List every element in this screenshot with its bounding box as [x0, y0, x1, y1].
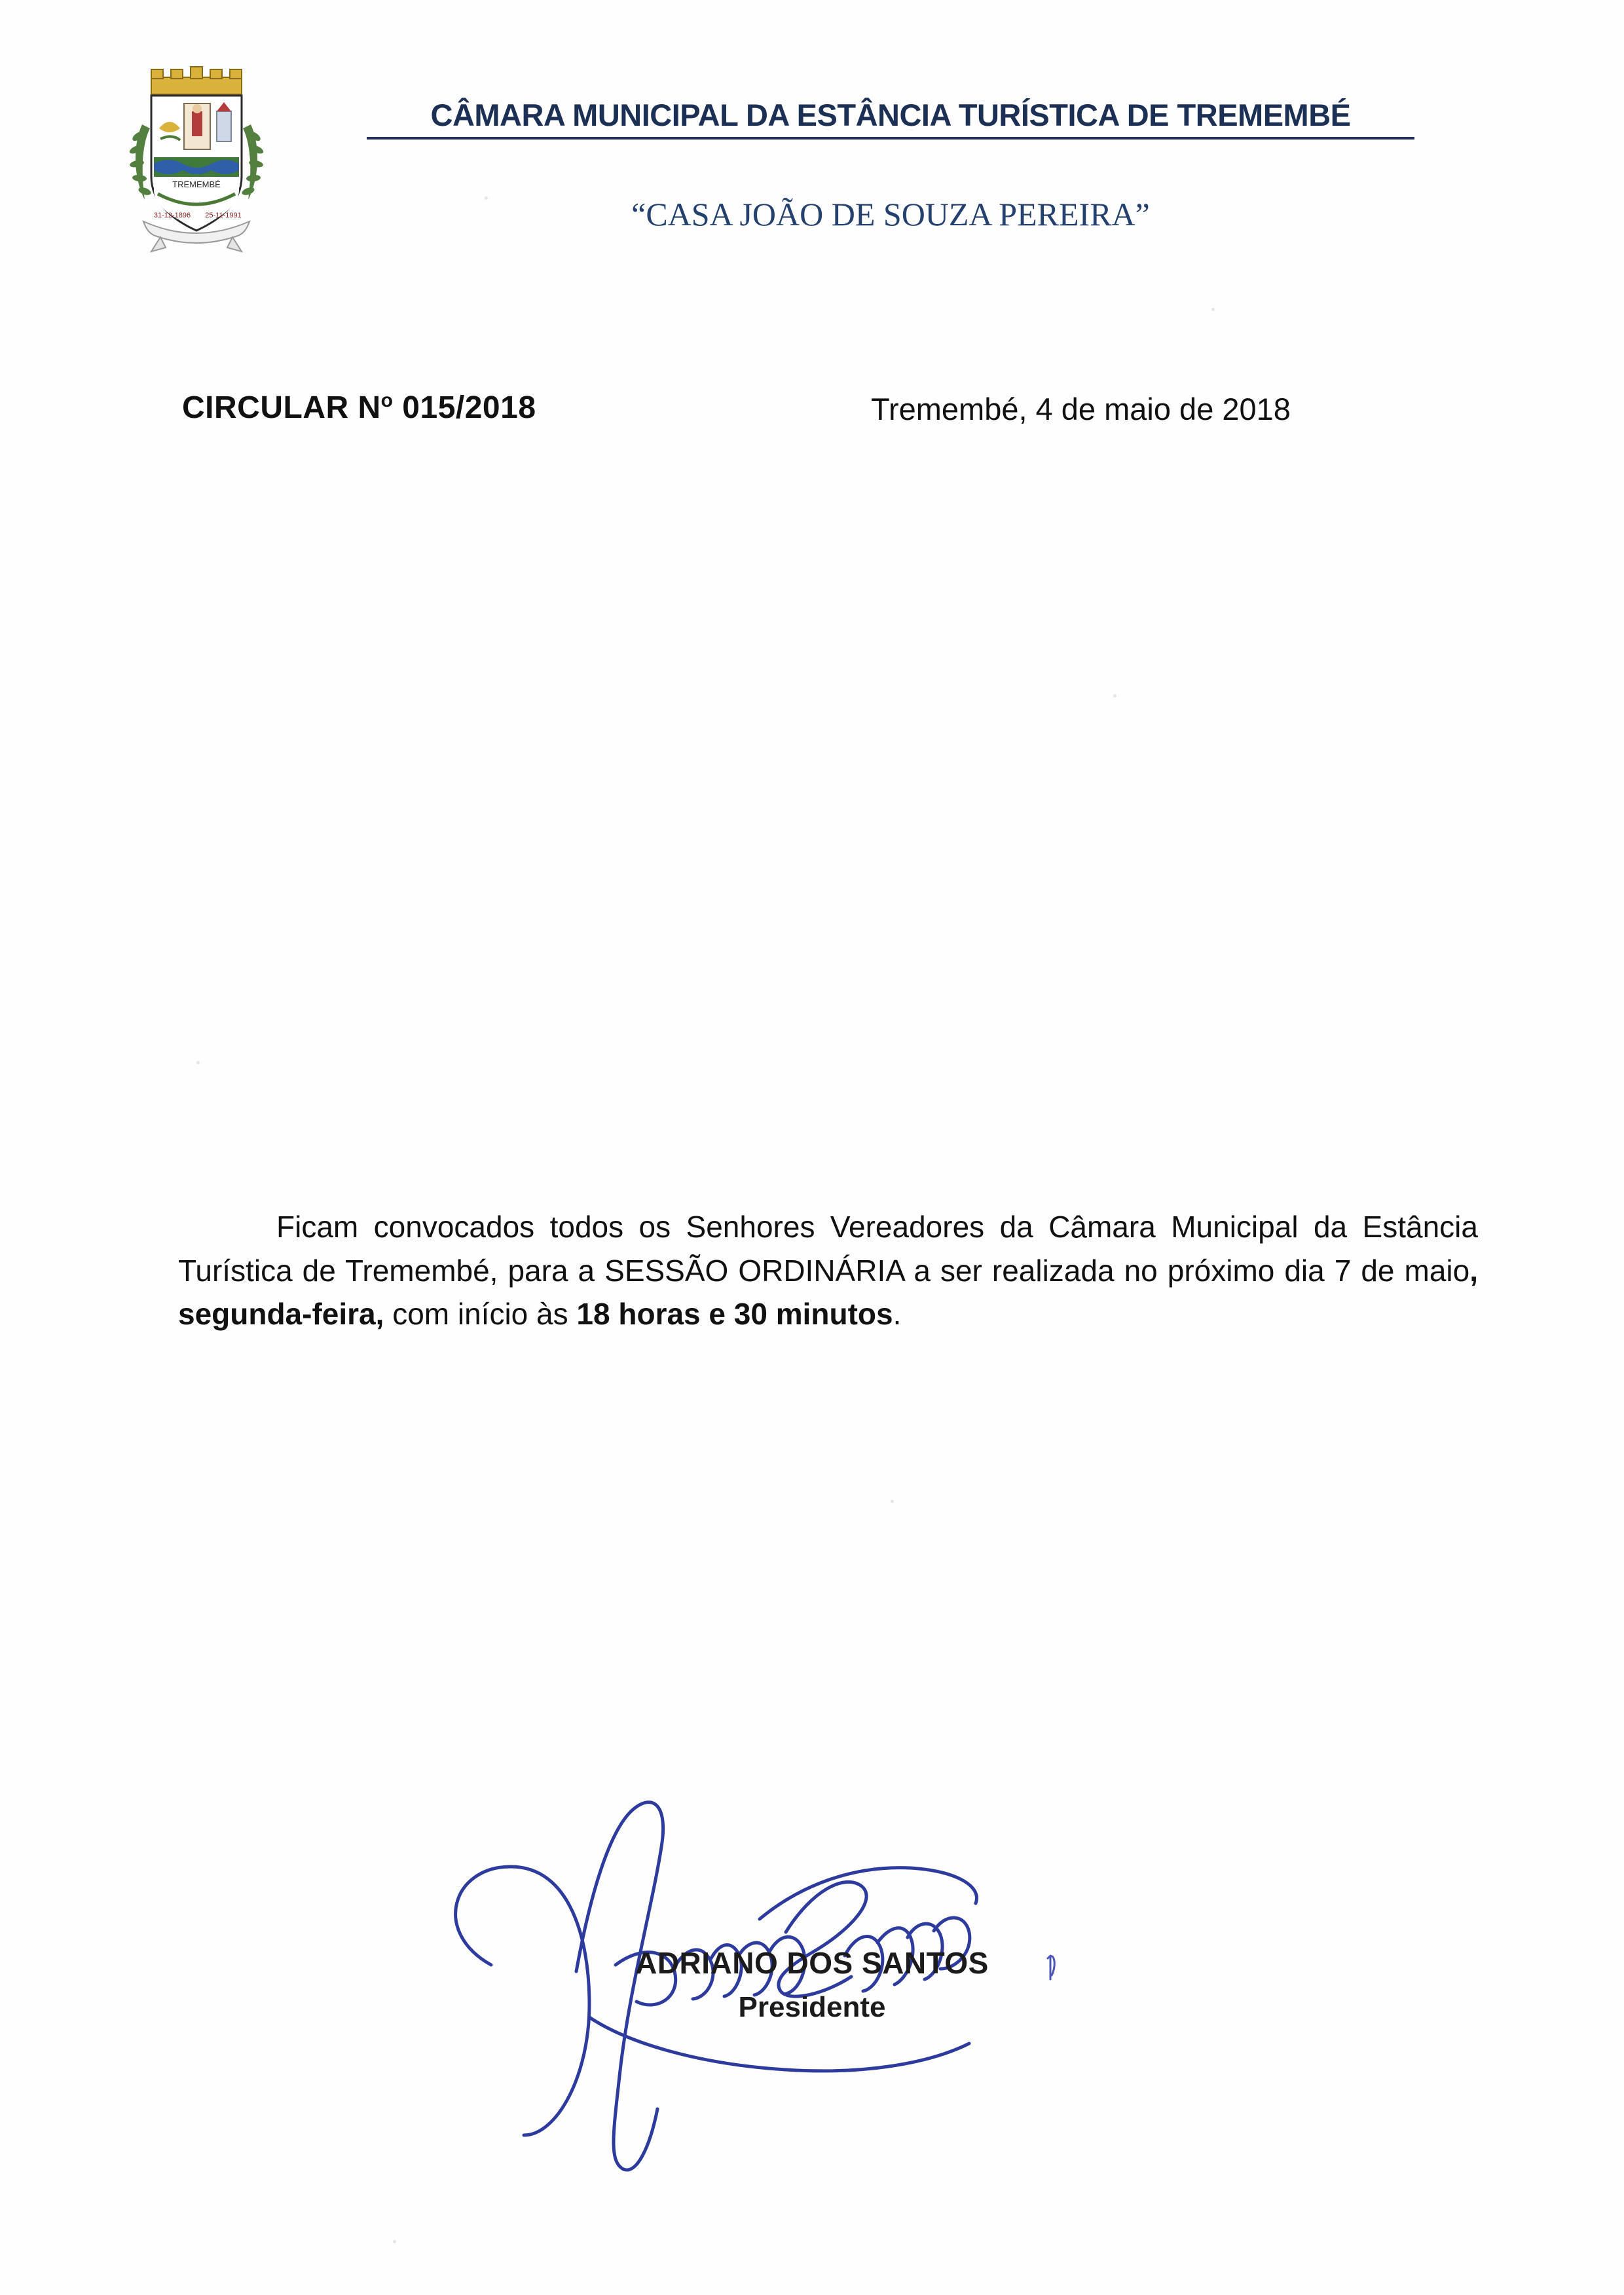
- circular-value: 015/2018: [393, 390, 536, 425]
- scan-speck: [1211, 308, 1215, 311]
- body-paragraph: [178, 1205, 1478, 1336]
- document-meta: [0, 390, 1624, 436]
- svg-text:31-12-1896: 31-12-1896: [153, 212, 191, 219]
- paragraph-part-2: com início às: [384, 1297, 577, 1332]
- page-title: CÂMARA MUNICIPAL DA ESTÂNCIA TURÍSTICA DE TREMEMBÉ: [367, 97, 1414, 140]
- place-and-date: Tremembé, 4 de maio de 2018: [871, 392, 1291, 426]
- signer-role: Presidente: [738, 1991, 886, 2023]
- scan-speck: [1113, 694, 1116, 698]
- header-subtitle: “CASA JOÃO DE SOUZA PEREIRA”: [631, 196, 1150, 233]
- document-header: [0, 46, 1624, 262]
- scan-speck: [393, 2240, 396, 2243]
- paragraph-weekday-bold: , segunda-feira,: [178, 1253, 1478, 1332]
- signer-name: ADRIANO DOS SANTOS: [635, 1946, 989, 1980]
- paragraph-end: .: [893, 1297, 902, 1332]
- svg-text:25-11-1991: 25-11-1991: [205, 212, 242, 219]
- circular-ordinal: o: [380, 390, 394, 411]
- scan-speck: [891, 1500, 894, 1503]
- svg-text:TREMEMBÉ: TREMEMBÉ: [172, 179, 221, 189]
- paragraph-time-bold: 18 horas e 30 minutos: [576, 1297, 893, 1332]
- scan-speck: [485, 196, 488, 200]
- paragraph-part-1: Ficam convocados todos os Senhores Vereadores da Câmara Municipal da Estância Turística de Tremembé, para a SESSÃO ORDINÁRIA a ser realizada no próximo dia 7 de maio: [178, 1210, 1478, 1288]
- scan-speck: [196, 1061, 200, 1064]
- coat-of-arms-icon: [121, 65, 272, 262]
- circular-label: CIRCULAR N: [182, 390, 381, 425]
- circular-number: [182, 390, 536, 426]
